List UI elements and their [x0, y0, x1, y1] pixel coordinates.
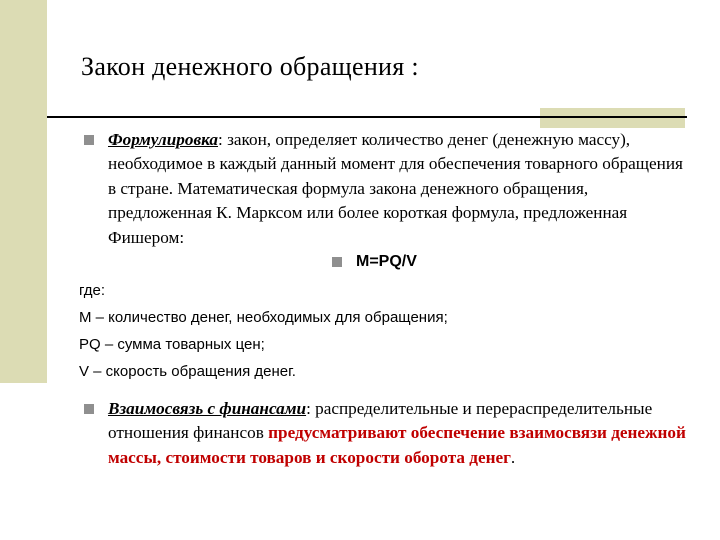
formula: M=PQ/V — [356, 253, 417, 271]
bullet-term: Взаимосвязь с финансами — [108, 399, 307, 419]
bullet-text-end: . — [510, 447, 516, 467]
slide-content — [81, 128, 691, 470]
bullet-square-icon — [84, 404, 94, 414]
bullet-formulation — [81, 128, 691, 250]
legend-line: M – количество денег, необходимых для обращения; — [79, 309, 448, 327]
bullet-square-icon — [332, 257, 342, 267]
legend-line: где: — [79, 282, 106, 300]
bullet-text: : закон, определяет количество денег (денежную массу), необходимое в каждый данный момент для обеспечения товарного обращения в стране. Математическая формула закона денежного обращения, предложенная К. Марксом или более короткая формула, предложенная Фишером: — [108, 130, 683, 247]
formula-line — [329, 250, 691, 277]
title-underline-rule — [47, 116, 687, 118]
bullet-finance-link — [81, 397, 691, 470]
legend-line: PQ – сумма товарных цен; — [79, 336, 265, 354]
bullet-term: Формулировка — [108, 130, 219, 149]
left-decor-band — [0, 0, 47, 383]
bullet-square-icon — [84, 135, 94, 145]
bullet-text: : распределительные и перераспределительные отношения финансов — [108, 399, 653, 443]
legend-line: V – скорость обращения денег. — [79, 363, 296, 381]
slide-title: Закон денежного обращения : — [81, 52, 419, 81]
bullet-emphasis-text: предусматривают обеспечение взаимосвязи денежной массы, стоимости товаров и скорости оборота денег — [108, 423, 686, 467]
title-decor-block — [540, 108, 685, 128]
formula-legend — [79, 277, 691, 385]
